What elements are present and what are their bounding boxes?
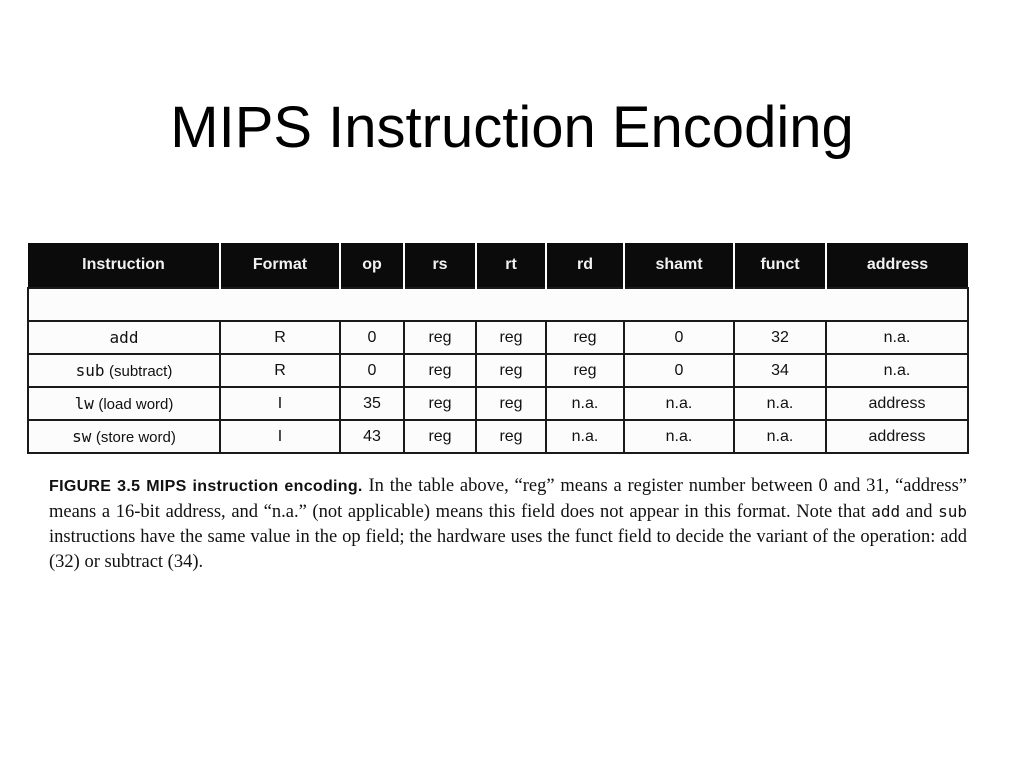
table-row (28, 354, 968, 387)
caption-text-1: In the table above, “reg” means a register number between 0 and 31, “address” means a 16-bit address, and “n.a.” (not applicable) means this field does not appear in this format. Note that (49, 476, 967, 522)
address-cell: n.a. (826, 321, 968, 354)
table-header-row (28, 243, 968, 288)
header-gap (28, 288, 968, 321)
instruction-mnemonic: lw (74, 393, 94, 413)
table-row (28, 420, 968, 453)
format-cell: R (220, 321, 340, 354)
rd-cell: reg (546, 354, 624, 387)
slide-title: MIPS Instruction Encoding (170, 95, 854, 160)
funct-cell: n.a. (734, 420, 826, 453)
rs-cell: reg (404, 420, 476, 453)
encoding-table (27, 243, 969, 454)
instruction-note: (store word) (95, 428, 176, 446)
op-cell: 0 (340, 321, 404, 354)
funct-cell: 32 (734, 321, 826, 354)
header-shamt: shamt (624, 243, 734, 288)
instruction-mnemonic: sw (72, 426, 92, 446)
instruction-note: (subtract) (109, 362, 173, 380)
header-address: address (826, 243, 968, 288)
instruction-cell (28, 321, 220, 354)
rs-cell: reg (404, 321, 476, 354)
caption-code-add: add (871, 502, 901, 521)
figure-label: FIGURE 3.5 MIPS instruction encoding. (49, 478, 363, 495)
instruction-note: (load word) (98, 395, 174, 413)
format-cell: R (220, 354, 340, 387)
header-format: Format (220, 243, 340, 288)
rt-cell: reg (476, 387, 546, 420)
figure-caption (27, 474, 967, 575)
format-cell: I (220, 420, 340, 453)
instruction-mnemonic: sub (75, 360, 105, 380)
caption-text-2: and (900, 502, 939, 522)
shamt-cell: 0 (624, 321, 734, 354)
rd-cell: n.a. (546, 420, 624, 453)
funct-cell: 34 (734, 354, 826, 387)
address-cell: address (826, 420, 968, 453)
instruction-cell (28, 420, 220, 453)
rs-cell: reg (404, 354, 476, 387)
instruction-mnemonic: add (109, 327, 139, 347)
op-cell: 0 (340, 354, 404, 387)
header-rs: rs (404, 243, 476, 288)
header-funct: funct (734, 243, 826, 288)
rs-cell: reg (404, 387, 476, 420)
figure-scan (27, 243, 967, 575)
shamt-cell: 0 (624, 354, 734, 387)
header-rd: rd (546, 243, 624, 288)
header-op: op (340, 243, 404, 288)
shamt-cell: n.a. (624, 387, 734, 420)
rd-cell: n.a. (546, 387, 624, 420)
rd-cell: reg (546, 321, 624, 354)
instruction-cell (28, 354, 220, 387)
op-cell: 35 (340, 387, 404, 420)
table-row (28, 387, 968, 420)
op-cell: 43 (340, 420, 404, 453)
caption-text-3: instructions have the same value in the op field; the hardware uses the funct field to decide the variant of the operation: add (32) or subtract (34). (49, 527, 967, 572)
rt-cell: reg (476, 321, 546, 354)
rt-cell: reg (476, 420, 546, 453)
caption-code-sub: sub (938, 502, 968, 521)
address-cell: address (826, 387, 968, 420)
instruction-cell (28, 387, 220, 420)
format-cell: I (220, 387, 340, 420)
header-instruction: Instruction (28, 243, 220, 288)
rt-cell: reg (476, 354, 546, 387)
header-gap-cell (28, 288, 968, 321)
funct-cell: n.a. (734, 387, 826, 420)
address-cell: n.a. (826, 354, 968, 387)
table-row (28, 321, 968, 354)
header-rt: rt (476, 243, 546, 288)
shamt-cell: n.a. (624, 420, 734, 453)
